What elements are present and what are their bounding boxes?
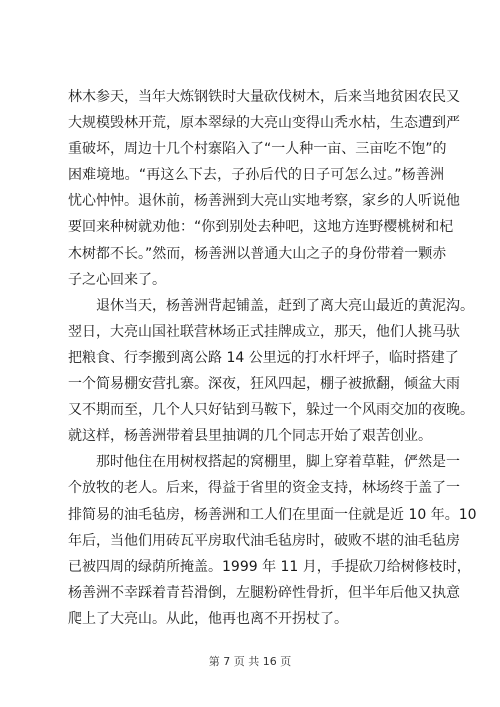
text-line: 那时他住在用树杈搭起的窝棚里，脚上穿着草鞋，俨然是一 (96, 454, 460, 471)
text-line: 又不期而至，几个人只好钻到马鞍下，躲过一个风雨交加的夜晚。 (68, 402, 474, 419)
text-line: 杨善洲不幸踩着青苔滑倒，左腿粉碎性骨折，但半年后他又执意 (68, 584, 460, 601)
text-line: 重破坏，周边十几个村寨陷入了“一人种一亩、三亩吃不饱”的 (68, 141, 447, 158)
text-line: 林木参天，当年大炼钢铁时大量砍伐树木，后来当地贫困农民又 (68, 89, 460, 105)
text-line: 困难境地。“再这么下去，子孙后代的日子可怎么过。”杨善洲 (68, 167, 444, 184)
text-line: 已被四周的绿荫所掩盖。1999 年 11 月，手提砍刀给树修枝时， (68, 558, 471, 575)
paragraph-3 (68, 449, 477, 632)
page-footer: 第 7 页 共 16 页 (208, 655, 292, 668)
text-line: 一个简易棚安营扎寨。深夜，狂风四起，棚子被掀翻，倾盆大雨 (68, 376, 460, 393)
text-line: 大规模毁林开荒，原本翠绿的大亮山变得山秃水枯，生态遭到严 (68, 115, 460, 132)
text-line: 子之心回来了。 (68, 271, 166, 288)
text-line: 年后，当他们用砖瓦平房取代油毛毡房时，破败不堪的油毛毡房 (68, 532, 460, 549)
text-line: 退休当天，杨善洲背起铺盖，赶到了离大亮山最近的黄泥沟。 (96, 297, 474, 314)
text-line: 把粮食、行李搬到离公路 14 公里远的打水杆坪子，临时搭建了 (68, 349, 459, 366)
text-line: 就这样，杨善洲带着县里抽调的几个同志开始了艰苦创业。 (68, 428, 432, 445)
body-text (68, 84, 477, 632)
text-line: 排简易的油毛毡房，杨善洲和工人们在里面一住就是近 10 年。10 (68, 506, 477, 523)
paragraph-2 (68, 293, 474, 450)
text-line: 忧心忡忡。退休前，杨善洲到大亮山实地考察，家乡的人听说他 (68, 193, 460, 210)
text-line: 要回来种树就劝他：“你到别处去种吧，这地方连野樱桃树和杞 (68, 219, 454, 236)
text-line: 爬上了大亮山。从此，他再也离不开拐杖了。 (68, 610, 348, 627)
paragraph-1 (68, 84, 460, 293)
text-line: 个放牧的老人。后来，得益于省里的资金支持，林场终于盖了一 (68, 480, 460, 497)
text-line: 木树都不长。”然而，杨善洲以普通大山之子的身份带着一颗赤 (68, 245, 447, 262)
text-line: 翌日，大亮山国社联营林场正式挂牌成立，那天，他们人挑马驮 (68, 323, 460, 340)
